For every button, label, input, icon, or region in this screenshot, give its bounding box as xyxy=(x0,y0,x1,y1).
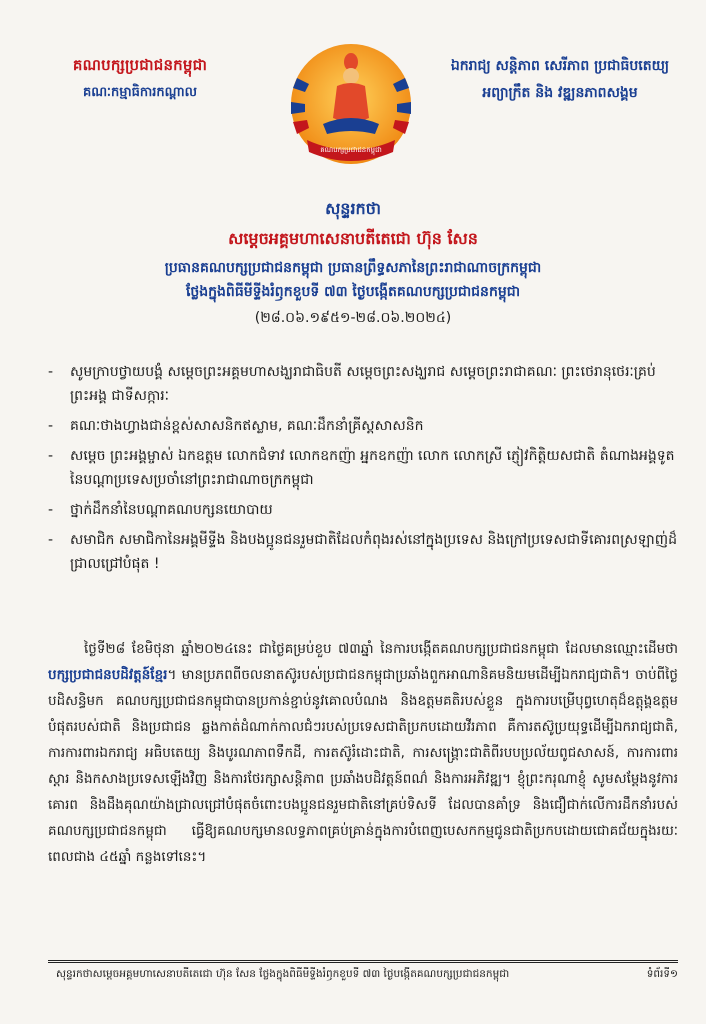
title-dates: (២៨.០៦.១៩៥១-២៨.០៦.២០២៤) xyxy=(254,310,452,326)
central-committee: គណៈកម្មាធិការកណ្តាល xyxy=(82,85,198,100)
logo-banner-text: គណបក្សប្រជាជនកម្ពុជា xyxy=(320,146,382,154)
salutation-item: - សមាជិក សមាជិកានៃអង្គមីទ្ទីង និងបងប្អូនជនរួមជាតិដែលកំពុងរស់នៅក្នុងប្រទេស និងក្រៅប្រទេសជាទីគោរពស្រឡាញ់ដ៏ជ្រាលជ្រៅបំផុត ! xyxy=(48,532,677,572)
salutation-item: - សូមក្រាបថ្វាយបង្គំ សម្តេចព្រះអគ្គមហាសង្ឃរាជាធិបតី សម្តេចព្រះសង្ឃរាជ សម្តេចព្រះរាជាគណៈ ព្រះថេរានុថេរៈគ្រប់ព្រះអង្គ ជាទីសក្ការៈ xyxy=(48,364,656,404)
salutation-item: - សម្តេច ព្រះអង្គម្ចាស់ ឯកឧត្តម លោកជំទាវ លោកឧកញ៉ា អ្នកឧកញ៉ា លោក លោកស្រី ភ្ញៀវកិត្តិយសជាតិ តំណាងអង្គទូតនៃបណ្តាប្រទេសប្រចាំនៅព្រះរាជាណាចក្រកម្ពុជា xyxy=(48,448,675,488)
header-right xyxy=(440,56,680,104)
salutation-list xyxy=(48,360,678,582)
title-occasion: ថ្លែងក្នុងពិធីមីទ្ទីងរំឭកខួបទី ៧៣ ថ្ងៃបង្កើតគណបក្សប្រជាជនកម្ពុជា xyxy=(185,284,521,300)
body-paragraph xyxy=(48,636,678,870)
footer-divider xyxy=(48,960,678,963)
party-name: គណបក្សប្រជាជនកម្ពុជា xyxy=(72,56,208,74)
national-motto-line1: ឯករាជ្យ សន្តិភាព សេរីភាព ប្រជាធិបតេយ្យ xyxy=(450,58,670,74)
party-logo xyxy=(283,38,419,174)
title-positions: ប្រធានគណបក្សប្រជាជនកម្ពុជា ប្រធានព្រឹទ្ធសភានៃព្រះរាជាណាចក្រកម្ពុជា xyxy=(164,260,542,276)
national-motto-line2: អព្យាក្រឹត និង វឌ្ឍនភាពសង្គម xyxy=(482,85,638,101)
body-text-part1: ថ្ងៃទី២៨ ខែមិថុនា ឆ្នាំ២០២៤នេះ ជាថ្ងៃគម្រប់ខួប ៧៣ឆ្នាំ នៃការបង្កើតគណបក្សប្រជាជនកម្ពុជា ដែលមានឈ្មោះដើមថា xyxy=(84,641,678,657)
salutation-item: - គណៈថាងហ្វាងជាន់ខ្ពស់សាសនិកឥស្លាម, គណៈដឹកនាំគ្រីស្តសាសនិក xyxy=(48,418,424,434)
body-text-part2: ។ មានប្រភពពីចលនាតស៊ូរបស់ប្រជាជនកម្ពុជាប្រឆាំងពួកអាណានិគមនិយមដើម្បីឯករាជ្យជាតិ។ ចាប់ពីថ្ងៃបដិសន្ធិមក គណបក្សប្រជាជនកម្ពុជាបានប្រកាន់ខ្ជាប់នូវគោលបំណង និងឧត្តមគតិរបស់ខ្លួន ក្នុងការបម្រើបុព្វហេតុដ៏ឧត្តុង្គឧត្តមបំផុតរបស់ជាតិ និងប្រជាជន ឆ្លងកាត់ដំណាក់កាលជំៗរបស់ប្រទេសជាតិប្រកបដោយវីរភាព គឺការតស៊ូប្រយុទ្ធដើម្បីឯករាជ្យជាតិ, ការការពារឯករាជ្យ អធិបតេយ្យ និងបូរណភាពទឹកដី, ការតស៊ូរំដោះជាតិ, ការសង្គ្រោះជាតិពីរបបប្រល័យពូជសាសន៍, ការការពារ ស្តារ និងកសាងប្រទេសឡើងវិញ និងការថែរក្សាសន្តិភាព ប្រឆាំងបដិវត្តន៍ពណ៌ និងការអភិវឌ្ឍ។ ខ្ញុំព្រះករុណាខ្ញុំ សូមសម្តែងនូវការគោរព និងដឹងគុណយ៉ាងជ្រាលជ្រៅបំផុតចំពោះបងប្អូនជនរួមជាតិនៅគ្រប់ទិសទី ដែលបានគាំទ្រ និងជឿជាក់លើការដឹកនាំរបស់គណបក្សប្រជាជនកម្ពុជា ធ្វើឱ្យគណបក្សមានលទ្ធភាពគ្រប់គ្រាន់ក្នុងការបំពេញបេសកកម្មជូនជាតិប្រកបដោយជោគជ័យក្នុងរយៈពេលជាង ៤៥ឆ្នាំ កន្លងទៅនេះ។ xyxy=(48,667,678,865)
speech-title xyxy=(40,198,666,329)
title-speech: សុន្ទរកថា xyxy=(325,199,381,218)
page-number: ទំព័រទី១ xyxy=(646,968,678,980)
salutation-item: - ថ្នាក់ដឹកនាំនៃបណ្តាគណបក្សនយោបាយ xyxy=(48,502,273,518)
title-speaker: សម្តេចអគ្គមហាសេនាបតីតេជោ ហ៊ុន សែន xyxy=(228,229,478,248)
header-left xyxy=(40,56,240,103)
footer-caption: សុន្ទរកថាសម្តេចអគ្គមហាសេនាបតីតេជោ ហ៊ុន សែន ថ្លែងក្នុងពិធីមីទ្ទីងរំឭកខួបទី ៧៣ ថ្ងៃបង្កើតគណបក្សប្រជាជនកម្ពុជា xyxy=(56,968,510,980)
body-highlight-party-name: បក្សប្រជាជនបដិវត្តន៍ខ្មែរ xyxy=(48,667,168,683)
